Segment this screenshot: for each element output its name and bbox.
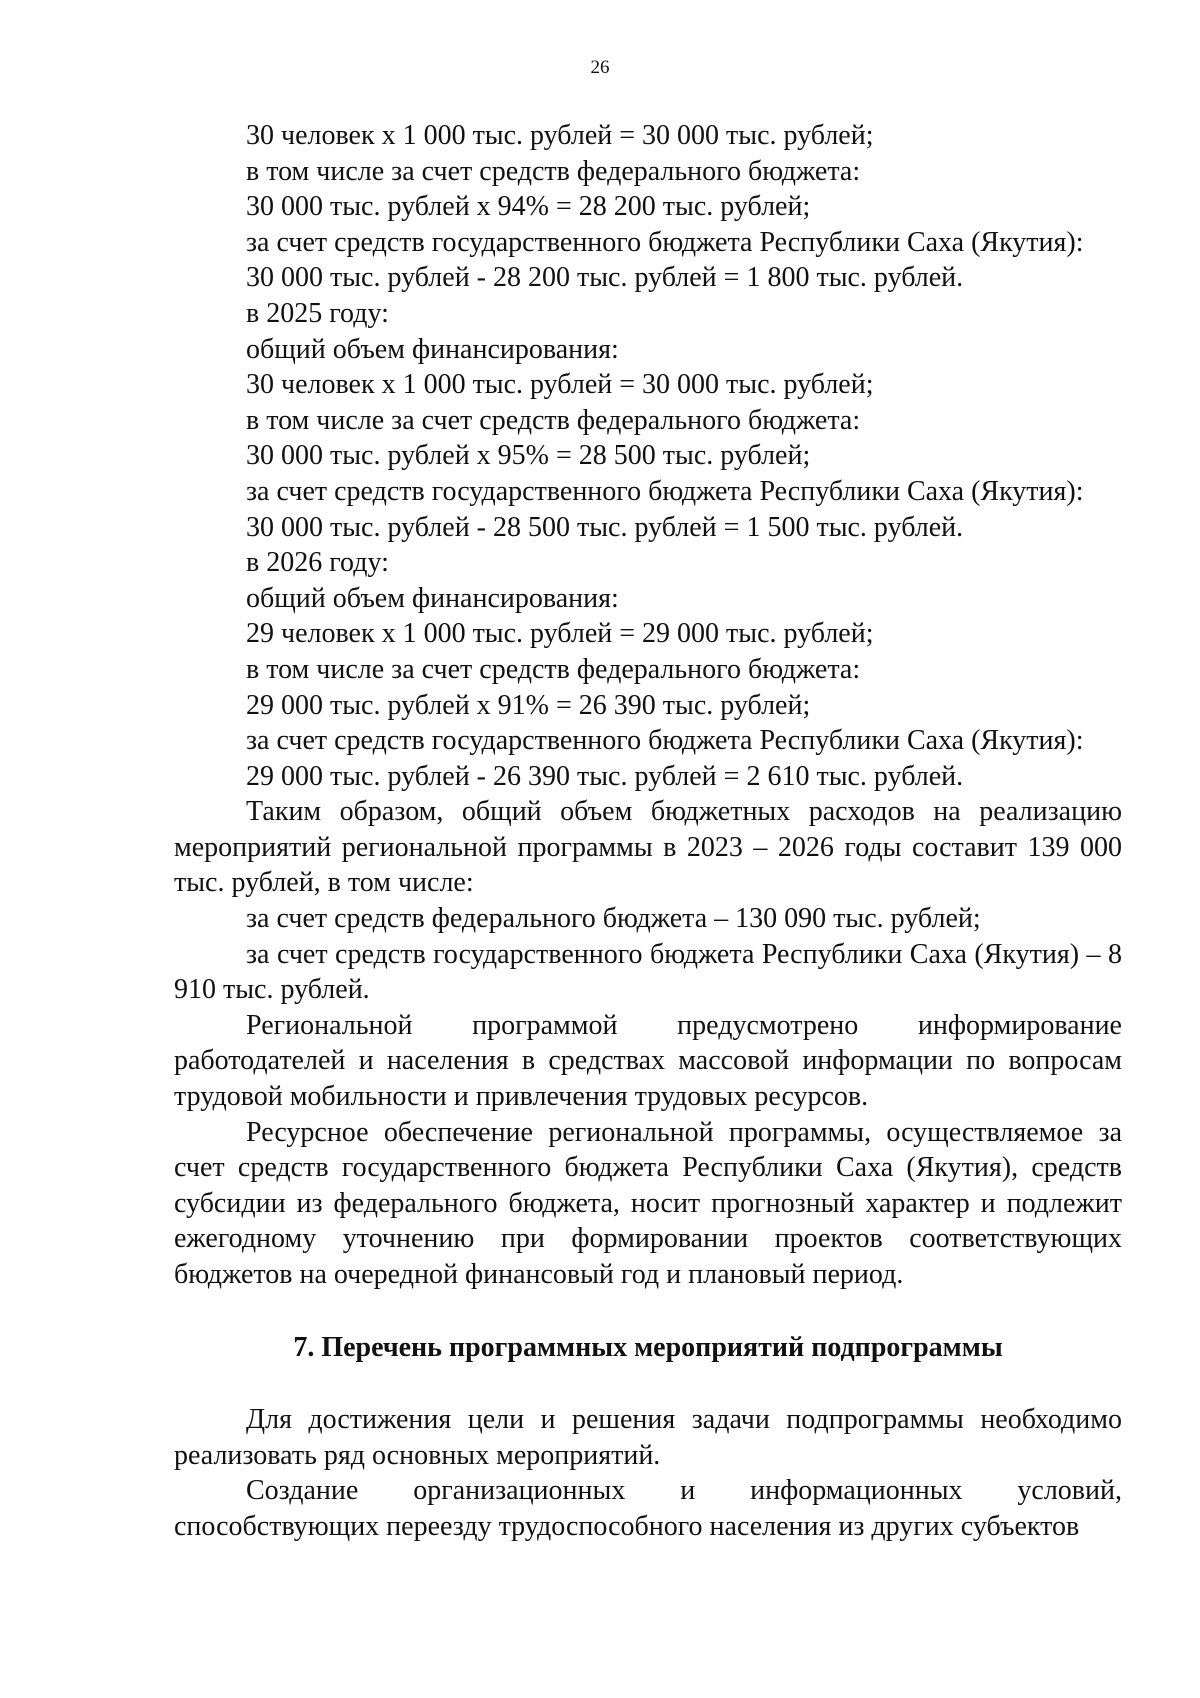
calc-line: за счет средств государственного бюджета Республики Саха (Якутия): <box>246 475 1084 507</box>
document-body <box>174 118 1122 1545</box>
calc-line: общий объем финансирования: <box>246 333 619 365</box>
resource-paragraph: Ресурсное обеспечение региональной программы, осуществляемое за счет средств государственного бюджета Республики Саха (Якутия), средств субсидии из федерального бюджета, носит прогнозный характер и подлежит ежегодному уточнению при формировании проектов соответствующих бюджетов на очередной финансовый год и плановый период. <box>174 1116 1122 1290</box>
calculation-list <box>174 118 1122 794</box>
calc-line: в том числе за счет средств федерального бюджета: <box>246 404 861 436</box>
calc-line: в том числе за счет средств федерального бюджета: <box>246 653 861 685</box>
state-budget-paragraph: за счет средств государственного бюджета Республики Саха (Якутия) – 8 910 тыс. рублей. <box>174 938 1122 1006</box>
calc-line: 30 000 тыс. рублей x 94% = 28 200 тыс. рублей; <box>246 191 811 223</box>
calc-line: 30 человек x 1 000 тыс. рублей = 30 000 тыс. рублей; <box>246 369 874 401</box>
calc-line: 30 000 тыс. рублей - 28 200 тыс. рублей = 1 800 тыс. рублей. <box>246 262 964 294</box>
page-number: 26 <box>590 57 610 78</box>
informing-paragraph: Региональной программой предусмотрено информирование работодателей и населения в средствах массовой информации по вопросам трудовой мобильности и привлечения трудовых ресурсов. <box>174 1009 1122 1113</box>
summary-paragraph: Таким образом, общий объем бюджетных расходов на реализацию мероприятий региональной программы в 2023 – 2026 годы составит 139 000 тыс. рублей, в том числе: <box>174 796 1122 899</box>
calc-line: 30 000 тыс. рублей - 28 500 тыс. рублей = 1 500 тыс. рублей. <box>246 511 964 543</box>
goal-paragraph: Для достижения цели и решения задачи подпрограммы необходимо реализовать ряд основных мероприятий. <box>174 1404 1122 1471</box>
calc-line: в 2025 году: <box>246 297 389 329</box>
calc-line: 29 000 тыс. рублей - 26 390 тыс. рублей = 2 610 тыс. рублей. <box>246 760 964 792</box>
creation-paragraph: Создание организационных и информационных условий, способствующих переезду трудоспособного населения из других субъектов <box>174 1475 1122 1542</box>
calc-line: за счет средств государственного бюджета Республики Саха (Якутия): <box>246 725 1084 757</box>
calc-line: за счет средств государственного бюджета Республики Саха (Якутия): <box>246 226 1084 258</box>
calc-line: общий объем финансирования: <box>246 582 619 614</box>
calc-line: 29 человек x 1 000 тыс. рублей = 29 000 тыс. рублей; <box>246 618 874 650</box>
calc-line: 30 000 тыс. рублей x 95% = 28 500 тыс. рублей; <box>246 440 811 472</box>
calc-line: 29 000 тыс. рублей x 91% = 26 390 тыс. рублей; <box>246 689 811 721</box>
calc-line: 30 человек x 1 000 тыс. рублей = 30 000 тыс. рублей; <box>246 120 874 151</box>
calc-line: в том числе за счет средств федерального бюджета: <box>246 155 861 187</box>
section-heading: 7. Перечень программных мероприятий подпрограммы <box>293 1331 1003 1363</box>
calc-line: в 2026 году: <box>246 547 389 579</box>
federal-budget-line: за счет средств федерального бюджета – 130 090 тыс. рублей; <box>246 903 981 935</box>
